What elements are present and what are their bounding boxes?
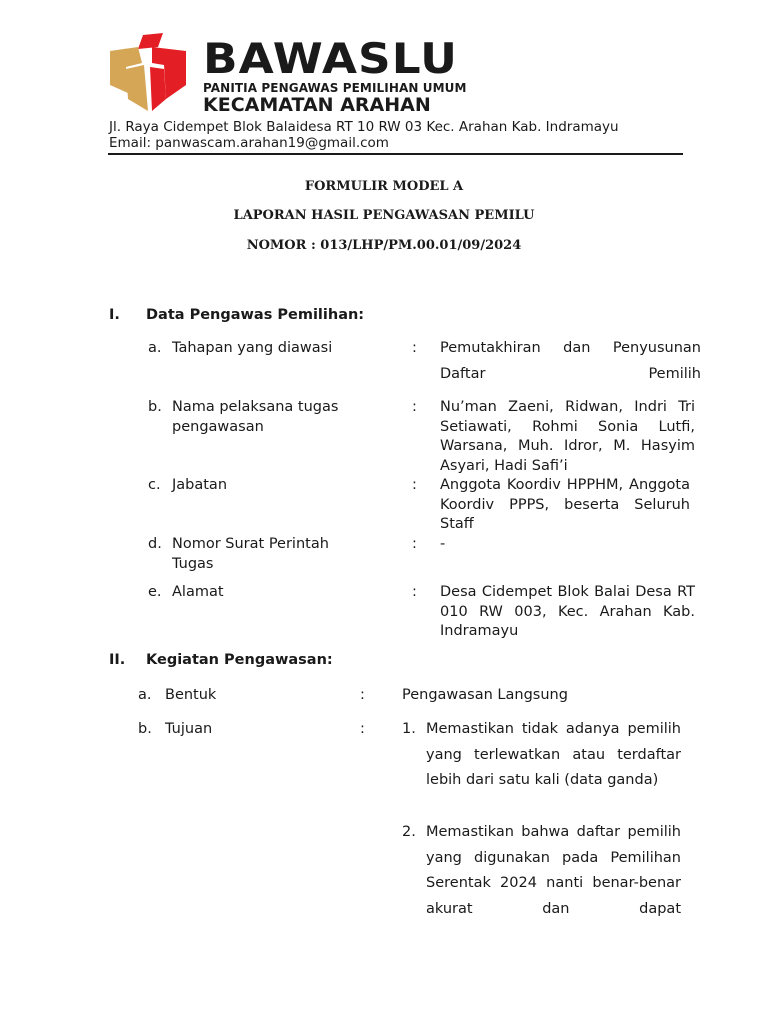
field-label: Tahapan yang diawasi <box>172 340 333 356</box>
org-name: BAWASLU <box>203 34 459 83</box>
list-item: Memastikan bahwa daftar pemilih yang digunakan pada Pemilihan Serentak 2024 nanti benar-benar akurat dan dapat <box>426 824 681 917</box>
field-label: Jabatan <box>172 477 228 493</box>
field-colon: : <box>412 584 417 600</box>
item-letter: b. <box>138 721 152 737</box>
report-number: NOMOR : 013/LHP/PM.00.01/09/2024 <box>246 238 522 253</box>
report-title: LAPORAN HASIL PENGAWASAN PEMILU <box>233 208 535 223</box>
list-number: 2. <box>402 824 416 840</box>
field-label: Tujuan <box>165 721 213 737</box>
item-letter: e. <box>148 584 162 600</box>
item-letter: d. <box>148 536 162 552</box>
field-label: Nomor Surat Perintah Tugas <box>172 536 329 572</box>
section-2-title: Kegiatan Pengawasan: <box>146 652 333 668</box>
field-label: Nama pelaksana tugas pengawasan <box>172 399 339 435</box>
field-colon: : <box>412 536 417 552</box>
item-letter: a. <box>138 687 152 703</box>
field-colon: : <box>412 340 417 356</box>
item-letter: b. <box>148 399 162 415</box>
field-value: Pemutakhiran dan Penyusunan Daftar Pemilih <box>440 340 701 382</box>
field-value: Anggota Koordiv HPPHM, Anggota Koordiv PPPS, beserta Seluruh Staff <box>440 477 690 532</box>
email-line: Email: panwascam.arahan19@gmail.com <box>109 135 389 151</box>
item-letter: a. <box>148 340 162 356</box>
field-value: Desa Cidempet Blok Balai Desa RT 010 RW 003, Kec. Arahan Kab. Indramayu <box>440 584 695 639</box>
field-label: Bentuk <box>165 687 217 703</box>
list-number: 1. <box>402 721 416 737</box>
field-colon: : <box>360 721 365 737</box>
section-1-number: I. <box>109 307 120 323</box>
org-unit: KECAMATAN ARAHAN <box>203 94 431 116</box>
field-colon: : <box>412 477 417 493</box>
field-value: - <box>440 536 446 552</box>
letterhead-divider <box>108 153 683 155</box>
list-item: Memastikan tidak adanya pemilih yang terlewatkan atau terdaftar lebih dari satu kali (data ganda) <box>426 721 681 788</box>
field-value: Pengawasan Langsung <box>402 687 568 703</box>
field-label: Alamat <box>172 584 224 600</box>
field-colon: : <box>360 687 365 703</box>
item-letter: c. <box>148 477 161 493</box>
form-title: FORMULIR MODEL A <box>304 179 464 194</box>
address-line: Jl. Raya Cidempet Blok Balaidesa RT 10 RW 03 Kec. Arahan Kab. Indramayu <box>109 119 619 135</box>
bawaslu-logo <box>108 33 188 113</box>
section-2-number: II. <box>109 652 126 668</box>
field-colon: : <box>412 399 417 415</box>
org-subtitle: PANITIA PENGAWAS PEMILIHAN UMUM <box>203 81 467 95</box>
section-1-title: Data Pengawas Pemilihan: <box>146 307 365 323</box>
field-value: Nu’man Zaeni, Ridwan, Indri Tri Setiawati, Rohmi Sonia Lutfi, Warsana, Muh. Idror, M. Hasyim Asyari, Hadi Safi’i <box>440 399 695 474</box>
